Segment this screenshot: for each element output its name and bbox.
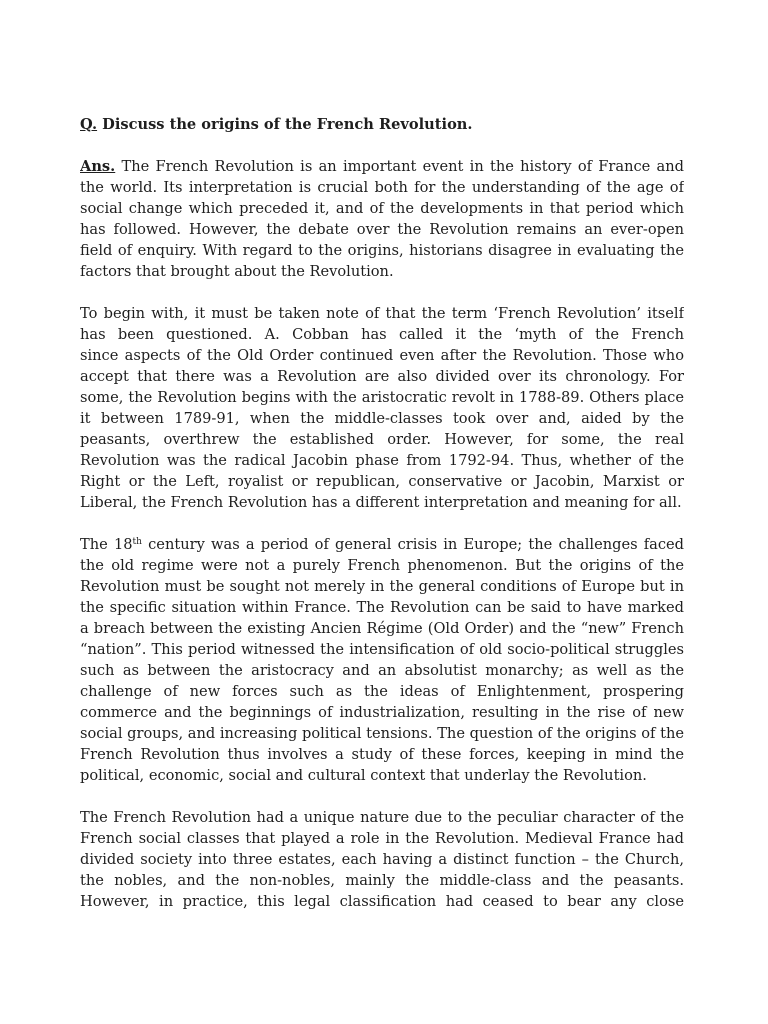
document-body [80, 114, 684, 933]
text-line: “nation”. This period witnessed the intensification of old socio-political struggles [80, 641, 684, 658]
answer-paragraph-1 [80, 156, 684, 282]
text-line: field of enquiry. With regard to the origins, historians disagree in evaluating the [80, 242, 684, 259]
text-line: The 18th century was a period of general crisis in Europe; the challenges faced [80, 536, 684, 553]
question-text: Discuss the origins of the French Revolution. [97, 116, 473, 133]
text-line: social groups, and increasing political tensions. The question of the origins of the [80, 725, 684, 742]
text-line: However, in practice, this legal classification had ceased to bear any close [80, 893, 684, 910]
text-line: since aspects of the Old Order continued even after the Revolution. Those who [80, 347, 684, 364]
text-line: has followed. However, the debate over the Revolution remains an ever-open [80, 221, 684, 238]
text-line: such as between the aristocracy and an absolutist monarchy; as well as the [80, 662, 684, 679]
text-line: The French Revolution had a unique nature due to the peculiar character of the [80, 809, 684, 826]
text-line: factors that brought about the Revolution. [80, 263, 394, 280]
text-line: the specific situation within France. The Revolution can be said to have marked [80, 599, 684, 616]
text-line: accept that there was a Revolution are also divided over its chronology. For [80, 368, 684, 385]
text-line: challenge of new forces such as the ideas of Enlightenment, prospering [80, 683, 684, 700]
text-line: has been questioned. A. Cobban has called it the ‘myth of the French [80, 326, 684, 343]
text-line: commerce and the beginnings of industrialization, resulting in the rise of new [80, 704, 684, 721]
answer-paragraph-3 [80, 534, 684, 786]
superscript-th: th [132, 537, 142, 547]
text-line: peasants, overthrew the established order. However, for some, the real [80, 431, 684, 448]
text-line: Right or the Left, royalist or republican, conservative or Jacobin, Marxist or [80, 473, 684, 490]
text-line: the old regime were not a purely French phenomenon. But the origins of the [80, 557, 684, 574]
text-line: Revolution must be sought not merely in the general conditions of Europe but in [80, 578, 684, 595]
question-heading [80, 114, 684, 135]
text-line: social change which preceded it, and of the developments in that period which [80, 200, 684, 217]
text-line: French Revolution thus involves a study of these forces, keeping in mind the [80, 746, 684, 763]
text-line: To begin with, it must be taken note of that the term ‘French Revolution’ itself [80, 305, 684, 322]
text-line: some, the Revolution begins with the aristocratic revolt in 1788-89. Others place [80, 389, 684, 406]
answer-paragraph-2 [80, 303, 684, 513]
text-line: Revolution was the radical Jacobin phase from 1792-94. Thus, whether of the [80, 452, 684, 469]
text-line: the nobles, and the non-nobles, mainly the middle-class and the peasants. [80, 872, 684, 889]
text-line: French social classes that played a role in the Revolution. Medieval France had [80, 830, 684, 847]
text-line: the world. Its interpretation is crucial both for the understanding of the age of [80, 179, 684, 196]
question-label: Q. [80, 116, 98, 133]
text-line: Ans. The French Revolution is an important event in the history of France and [80, 158, 684, 175]
text-line: divided society into three estates, each having a distinct function – the Church, [80, 851, 684, 868]
text-line: Liberal, the French Revolution has a different interpretation and meaning for all. [80, 494, 682, 511]
answer-paragraph-4 [80, 807, 684, 912]
text-line: a breach between the existing Ancien Régime (Old Order) and the “new” French [80, 620, 684, 637]
answer-label: Ans. [80, 158, 116, 175]
text-line: it between 1789-91, when the middle-classes took over and, aided by the [80, 410, 684, 427]
text-line: political, economic, social and cultural context that underlay the Revolution. [80, 767, 647, 784]
